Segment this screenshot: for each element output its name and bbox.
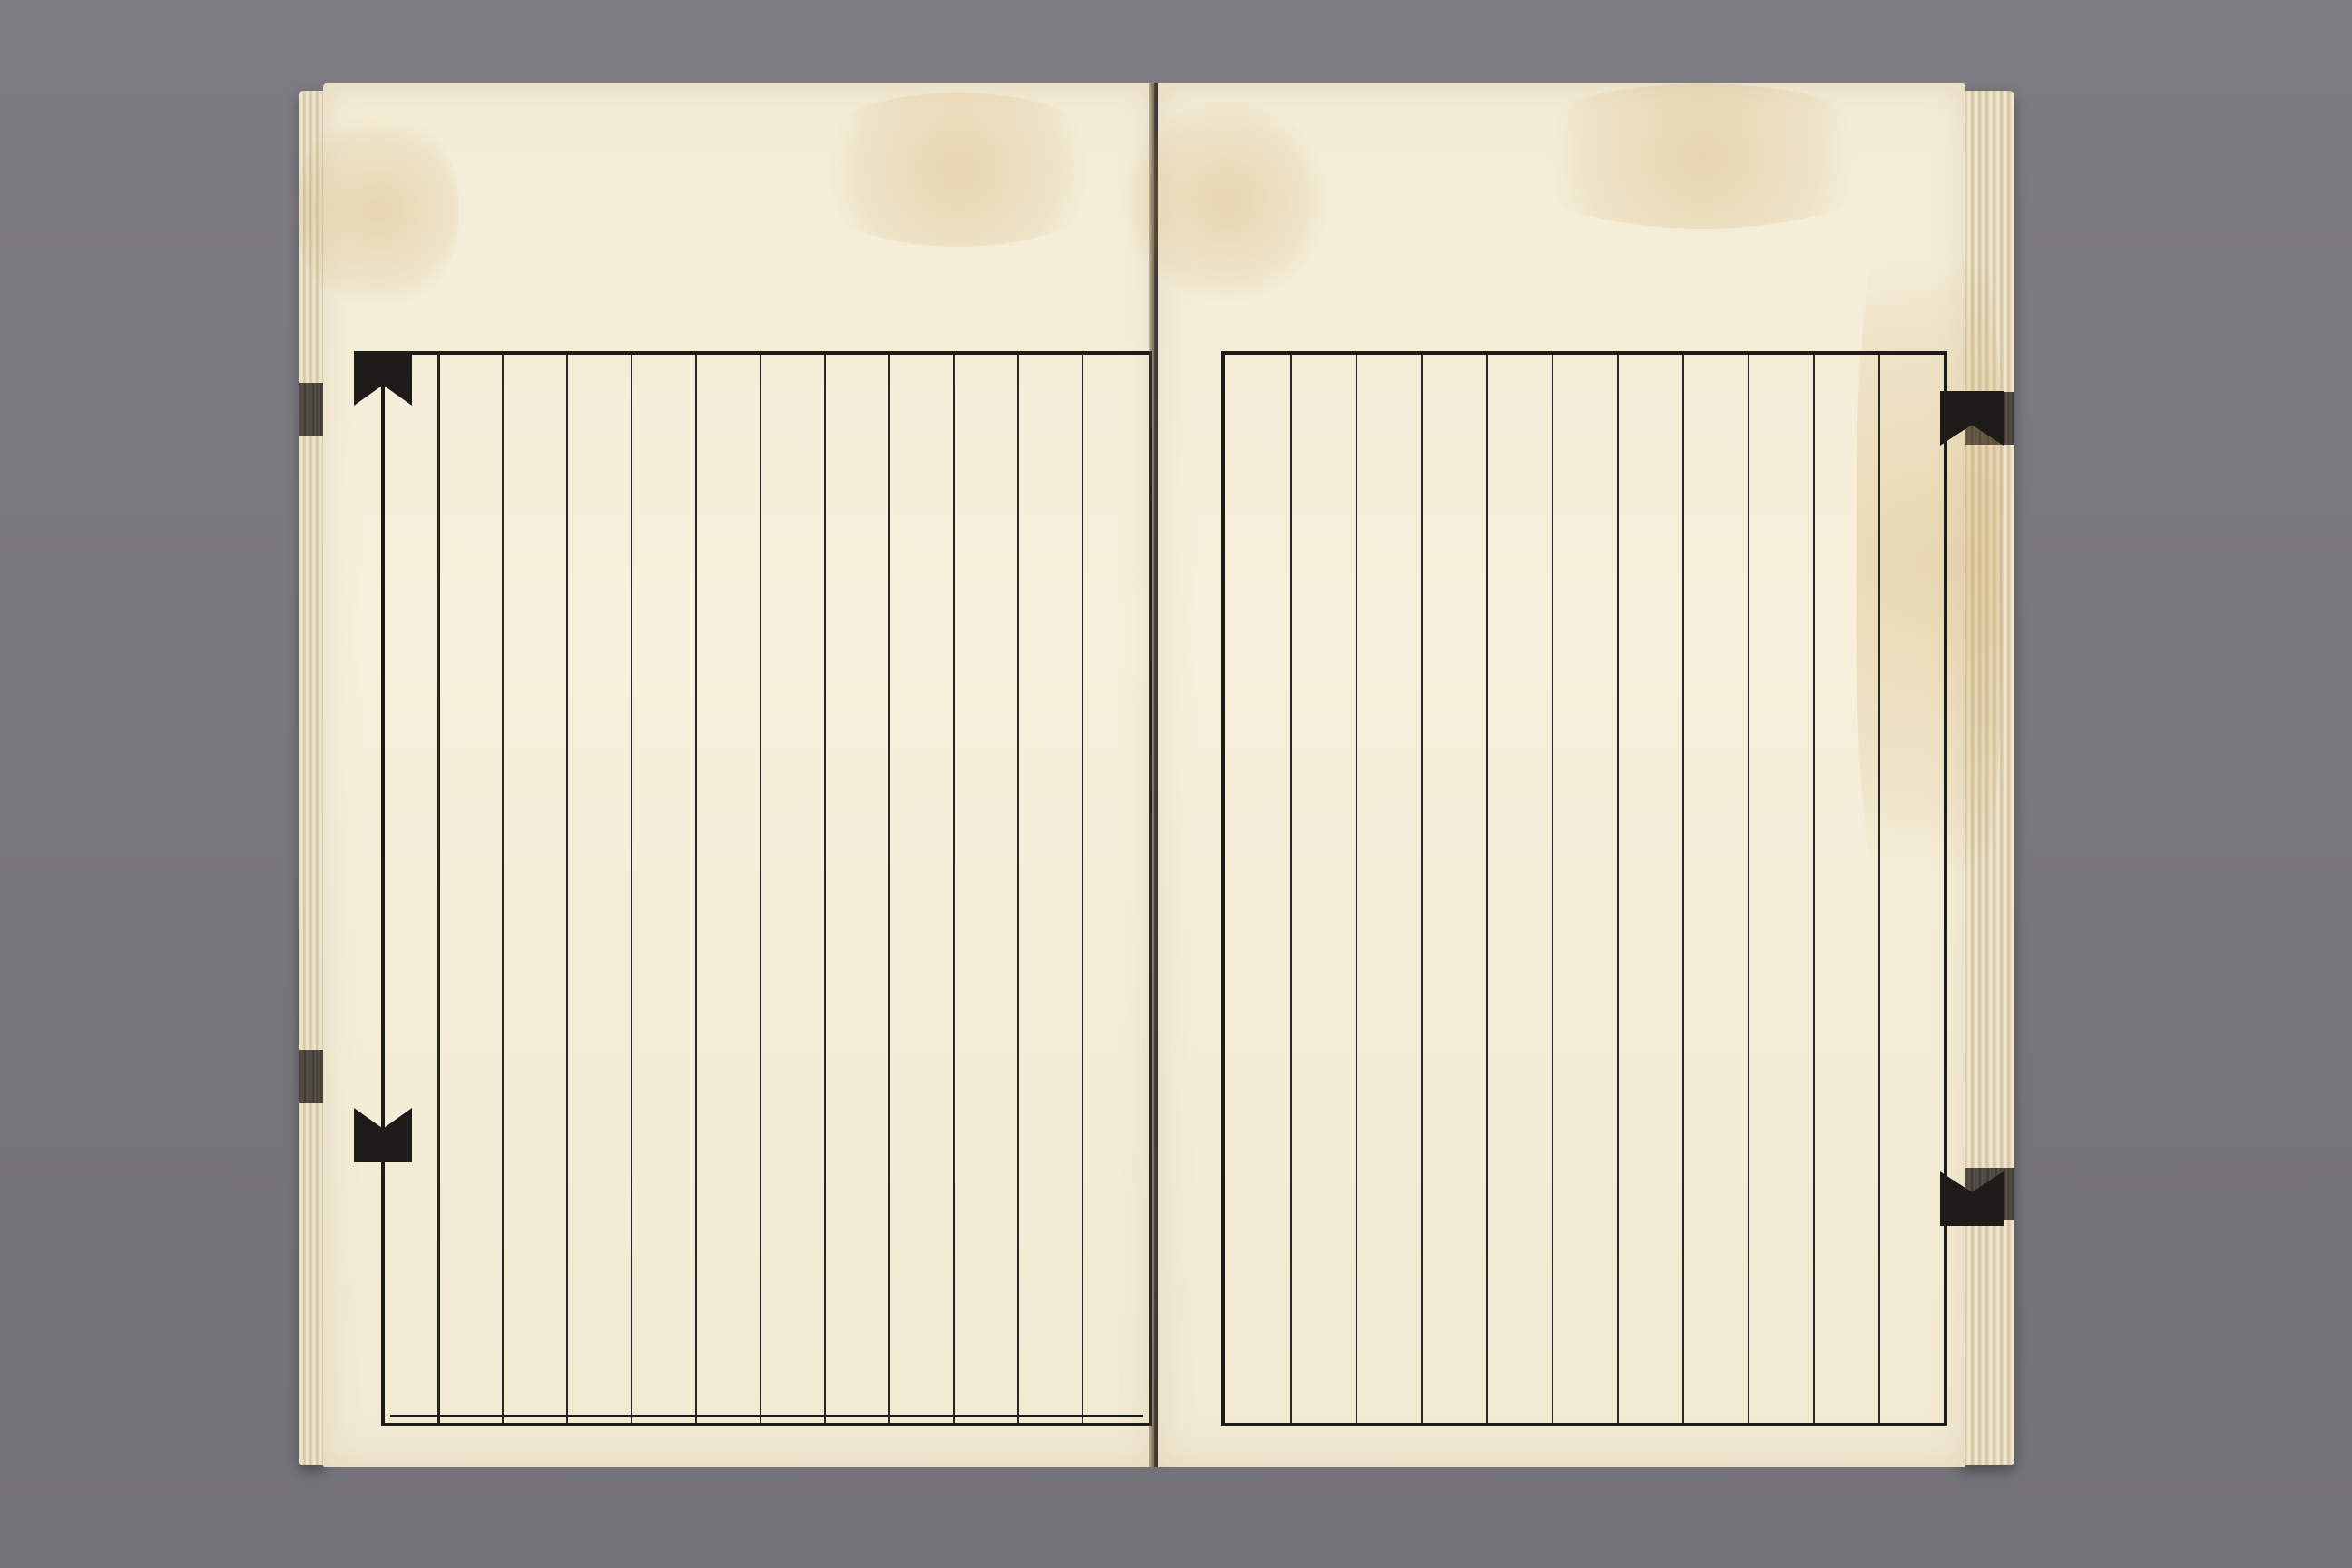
text-column [1748, 355, 1813, 1423]
left-page [323, 83, 1154, 1467]
fishtail-mark-upper [354, 351, 412, 406]
text-column [888, 355, 953, 1423]
text-column [824, 355, 888, 1423]
text-column [502, 355, 566, 1423]
text-column [695, 355, 760, 1423]
text-column [1682, 355, 1748, 1423]
paper-stain [1122, 102, 1330, 301]
text-column [1617, 355, 1682, 1423]
center-strip [385, 355, 440, 1423]
text-column [1486, 355, 1552, 1423]
text-column [1813, 355, 1878, 1423]
paper-stain [1503, 83, 1902, 229]
text-column [1225, 355, 1290, 1423]
text-column [1290, 355, 1356, 1423]
text-column [1017, 355, 1082, 1423]
paper-stain [795, 93, 1122, 247]
text-column [1421, 355, 1486, 1423]
open-book [299, 83, 2014, 1472]
left-text-frame [381, 351, 1152, 1426]
text-column [760, 355, 824, 1423]
text-column [953, 355, 1017, 1423]
right-text-frame [1221, 351, 1947, 1426]
left-page-edges [299, 91, 325, 1465]
text-column [1552, 355, 1617, 1423]
text-column [566, 355, 631, 1423]
paper-stain [296, 102, 459, 319]
text-column [1356, 355, 1421, 1423]
text-column [631, 355, 695, 1423]
fishtail-mark-lower [354, 1108, 412, 1162]
text-column [437, 355, 502, 1423]
right-page [1158, 83, 1965, 1467]
text-column [1082, 355, 1149, 1423]
text-column [1878, 355, 1944, 1423]
